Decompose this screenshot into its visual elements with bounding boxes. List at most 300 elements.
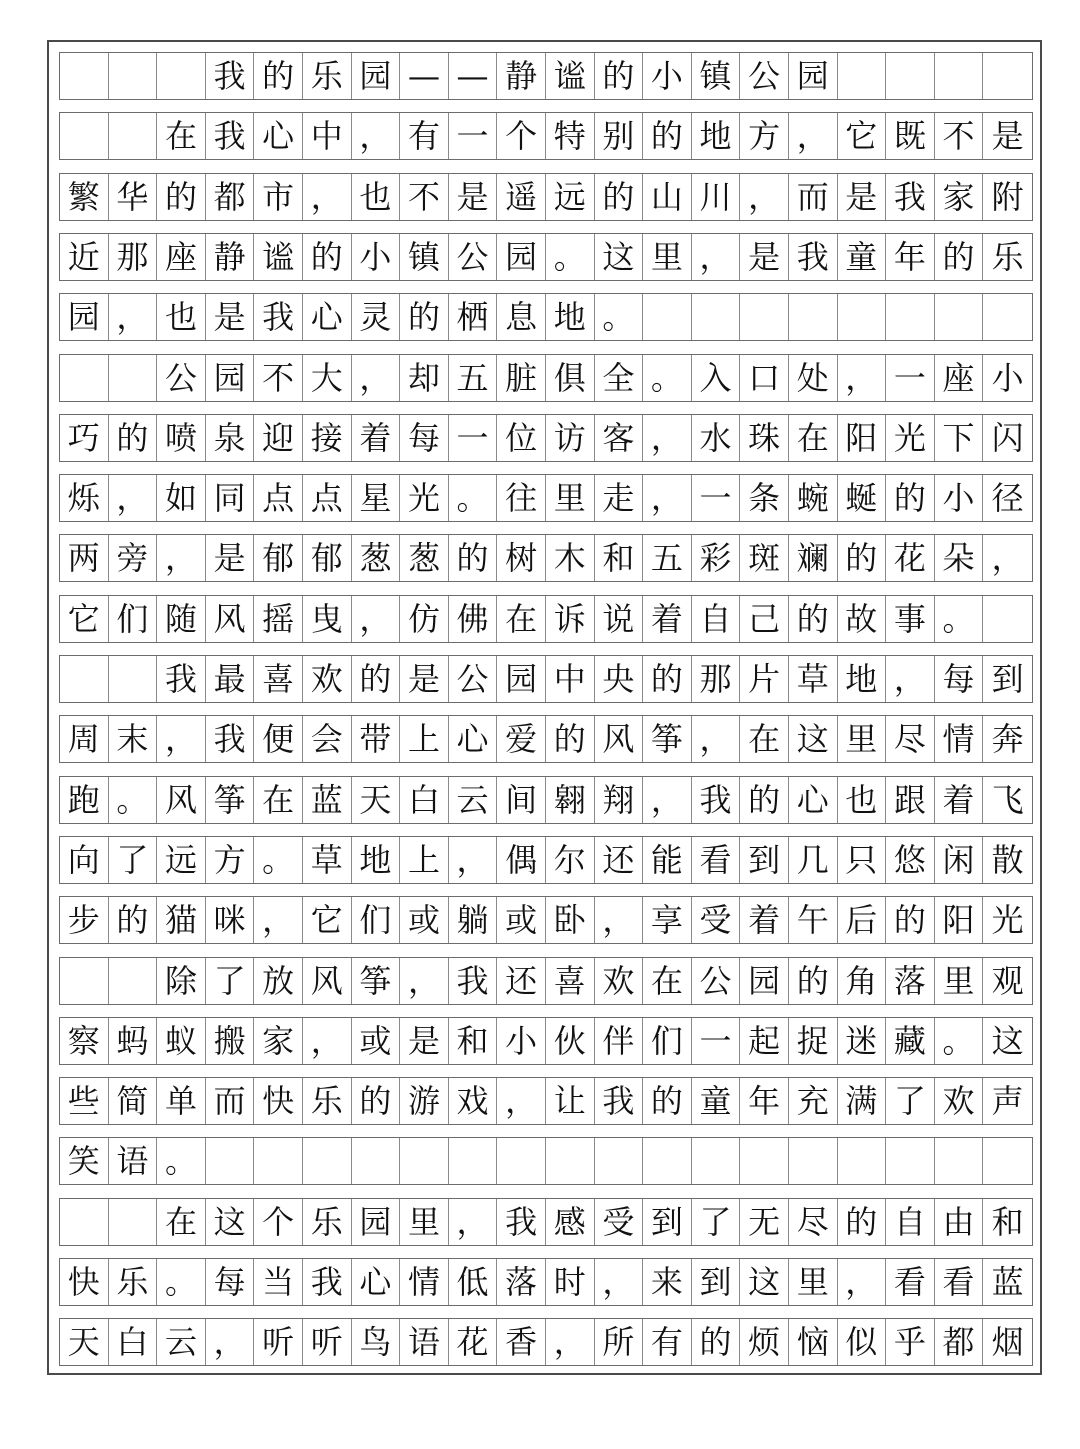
grid-cell: 们 [109, 596, 158, 642]
grid-cell: 风 [595, 716, 644, 762]
grid-cell: 栖 [449, 294, 498, 340]
grid-cell: 斓 [789, 535, 838, 581]
grid-cell: 是 [206, 294, 255, 340]
grid-cell: ， [352, 596, 401, 642]
grid-cell: 葱 [352, 535, 401, 581]
grid-cell: 。 [595, 294, 644, 340]
grid-cell: 己 [740, 596, 789, 642]
grid-cell: 我 [692, 777, 741, 823]
grid-cell: 喷 [157, 415, 206, 461]
grid-cell: — [449, 53, 498, 99]
grid-cell: 欢 [935, 1078, 984, 1124]
grid-cell: ， [643, 475, 692, 521]
grid-cell: 的 [643, 1078, 692, 1124]
grid-cell: 两 [60, 535, 109, 581]
grid-cell: 着 [740, 897, 789, 943]
grid-cell: 烦 [740, 1319, 789, 1365]
grid-cell: 会 [303, 716, 352, 762]
grid-cell: 方 [740, 113, 789, 159]
grid-cell: 曳 [303, 596, 352, 642]
grid-cell: 华 [109, 174, 158, 220]
grid-cell: 摇 [254, 596, 303, 642]
grid-cell [109, 1199, 158, 1245]
grid-cell: 星 [352, 475, 401, 521]
grid-cell: 每 [935, 656, 984, 702]
grid-cell: 我 [886, 174, 935, 220]
grid-cell: 到 [692, 1259, 741, 1305]
grid-cell: 走 [595, 475, 644, 521]
grid-cell: 单 [157, 1078, 206, 1124]
grid-cell: 的 [254, 53, 303, 99]
grid-cell: ， [303, 174, 352, 220]
grid-cell: 着 [643, 596, 692, 642]
grid-cell: 那 [692, 656, 741, 702]
grid-cell: 口 [740, 355, 789, 401]
grid-cell: 大 [303, 355, 352, 401]
grid-cell: 散 [991, 840, 1024, 879]
grid-cell: 到 [643, 1199, 692, 1245]
grid-cell: 起 [740, 1018, 789, 1064]
grid-cell [886, 294, 935, 340]
grid-cell: 小 [935, 475, 984, 521]
grid-cell: ， [157, 716, 206, 762]
grid-cell: 既 [886, 113, 935, 159]
grid-cell [546, 1138, 595, 1184]
grid-cell: 园 [352, 1199, 401, 1245]
grid-cell [886, 53, 935, 99]
grid-row [59, 896, 1033, 944]
grid-cell: 的 [789, 596, 838, 642]
grid-cell: 五 [449, 355, 498, 401]
grid-cell: ， [109, 294, 158, 340]
grid-cell: 无 [740, 1199, 789, 1245]
grid-cell: 搬 [206, 1018, 255, 1064]
grid-cell: 爱 [497, 716, 546, 762]
grid-cell: 风 [303, 958, 352, 1004]
grid-cell: 蚂 [109, 1018, 158, 1064]
grid-cell: 公 [449, 234, 498, 280]
grid-cell: ， [595, 1259, 644, 1305]
grid-cell: 着 [935, 777, 984, 823]
grid-cell: 放 [254, 958, 303, 1004]
grid-cell: 落 [886, 958, 935, 1004]
grid-cell: 受 [692, 897, 741, 943]
grid-cell: 园 [497, 234, 546, 280]
grid-cell: 客 [595, 415, 644, 461]
grid-cell: 事 [886, 596, 935, 642]
grid-cell: 座 [157, 234, 206, 280]
grid-cell: ， [595, 897, 644, 943]
grid-cell: 末 [109, 716, 158, 762]
grid-cell [838, 1138, 887, 1184]
grid-cell: 的 [740, 777, 789, 823]
grid-cell: 地 [352, 837, 401, 883]
grid-cell [449, 1138, 498, 1184]
grid-cell: 下 [935, 415, 984, 461]
grid-cell: 躺 [449, 897, 498, 943]
grid-cell: 园 [60, 294, 109, 340]
grid-row [59, 595, 1033, 643]
grid-cell [692, 1138, 741, 1184]
grid-row [59, 173, 1033, 221]
grid-cell: 伙 [546, 1018, 595, 1064]
grid-cell [60, 113, 109, 159]
grid-cell: 公 [692, 958, 741, 1004]
grid-cell: 看 [692, 837, 741, 883]
grid-cell: 心 [449, 716, 498, 762]
grid-cell: 同 [206, 475, 255, 521]
grid-cell: 朵 [935, 535, 984, 581]
grid-cell: ， [643, 415, 692, 461]
grid-cell: 喜 [254, 656, 303, 702]
grid-cell [789, 294, 838, 340]
grid-cell: 遥 [497, 174, 546, 220]
grid-cell: 跑 [60, 777, 109, 823]
grid-cell: ， [303, 1018, 352, 1064]
grid-cell: 上 [400, 837, 449, 883]
grid-cell: 奔 [991, 720, 1024, 759]
grid-cell [60, 355, 109, 401]
grid-cell: 心 [254, 113, 303, 159]
grid-cell: 在 [254, 777, 303, 823]
grid-cell: ， [449, 837, 498, 883]
grid-cell: 小 [497, 1018, 546, 1064]
grid-cell: 筝 [206, 777, 255, 823]
grid-cell [109, 958, 158, 1004]
grid-cell: 带 [352, 716, 401, 762]
grid-cell: 年 [886, 234, 935, 280]
grid-cell [60, 958, 109, 1004]
grid-cell: 享 [643, 897, 692, 943]
grid-cell: 阳 [838, 415, 887, 461]
grid-cell: 这 [991, 1021, 1024, 1060]
grid-cell: ， [838, 355, 887, 401]
grid-cell [109, 53, 158, 99]
grid-cell: 自 [692, 596, 741, 642]
grid-cell: 木 [546, 535, 595, 581]
grid-cell: — [400, 53, 449, 99]
grid-cell: 这 [206, 1199, 255, 1245]
grid-cell: ， [109, 475, 158, 521]
grid-cell: 卧 [546, 897, 595, 943]
grid-cell: 笑 [60, 1138, 109, 1184]
grid-cell: 的 [643, 656, 692, 702]
grid-cell: 当 [254, 1259, 303, 1305]
grid-cell: 烁 [60, 475, 109, 521]
grid-cell [109, 113, 158, 159]
grid-cell: 条 [740, 475, 789, 521]
grid-cell: 些 [60, 1078, 109, 1124]
grid-cell: 远 [157, 837, 206, 883]
grid-cell: 们 [643, 1018, 692, 1064]
grid-cell: 一 [692, 1018, 741, 1064]
grid-cell: 的 [886, 475, 935, 521]
grid-cell: 它 [60, 596, 109, 642]
grid-cell: 方 [206, 837, 255, 883]
grid-cell [109, 656, 158, 702]
grid-cell: 家 [254, 1018, 303, 1064]
grid-cell: 翔 [595, 777, 644, 823]
grid-cell: ， [886, 656, 935, 702]
grid-cell: 五 [643, 535, 692, 581]
grid-cell: 草 [303, 837, 352, 883]
grid-cell: ， [449, 1199, 498, 1245]
grid-row [59, 1137, 1033, 1185]
grid-cell: 看 [935, 1259, 984, 1305]
grid-cell: 藏 [886, 1018, 935, 1064]
grid-cell [303, 1138, 352, 1184]
grid-cell: 的 [838, 535, 887, 581]
grid-cell [935, 1138, 984, 1184]
grid-cell: 别 [595, 113, 644, 159]
grid-cell: 角 [838, 958, 887, 1004]
grid-cell: 的 [789, 958, 838, 1004]
grid-cell: 座 [935, 355, 984, 401]
grid-cell: 的 [595, 53, 644, 99]
grid-cell: 我 [303, 1259, 352, 1305]
grid-row [59, 354, 1033, 402]
grid-cell: 快 [60, 1259, 109, 1305]
grid-cell [740, 294, 789, 340]
grid-cell: 听 [254, 1319, 303, 1365]
grid-cell: 蚁 [157, 1018, 206, 1064]
grid-cell: 是 [206, 535, 255, 581]
grid-cell: 乐 [303, 53, 352, 99]
grid-cell: 后 [838, 897, 887, 943]
grid-cell: 我 [206, 716, 255, 762]
grid-cell: 所 [595, 1319, 644, 1365]
grid-cell: 园 [352, 53, 401, 99]
grid-cell [643, 1138, 692, 1184]
grid-cell: 郁 [254, 535, 303, 581]
grid-cell: 央 [595, 656, 644, 702]
grid-cell: 最 [206, 656, 255, 702]
grid-cell: 每 [206, 1259, 255, 1305]
grid-cell: 的 [109, 415, 158, 461]
grid-row [59, 52, 1033, 100]
grid-cell: 恼 [789, 1319, 838, 1365]
grid-cell: 我 [157, 656, 206, 702]
grid-cell: 了 [109, 837, 158, 883]
grid-cell: 不 [935, 113, 984, 159]
grid-cell: 这 [740, 1259, 789, 1305]
grid-cell: 我 [206, 113, 255, 159]
grid-cell: 的 [643, 113, 692, 159]
grid-cell: 斑 [740, 535, 789, 581]
grid-cell: 乐 [991, 237, 1024, 276]
grid-cell: 闪 [991, 418, 1024, 457]
grid-cell: 乎 [886, 1319, 935, 1365]
grid-cell: 阳 [935, 897, 984, 943]
grid-cell: 听 [303, 1319, 352, 1365]
grid-cell: 飞 [991, 780, 1024, 819]
grid-cell: ， [789, 113, 838, 159]
grid-cell: 情 [935, 716, 984, 762]
grid-row [59, 293, 1033, 341]
grid-cell: 便 [254, 716, 303, 762]
grid-cell: 里 [643, 234, 692, 280]
grid-cell: 天 [352, 777, 401, 823]
grid-cell: 语 [109, 1138, 158, 1184]
grid-cell: 还 [497, 958, 546, 1004]
grid-cell: 是 [740, 234, 789, 280]
grid-cell: 也 [157, 294, 206, 340]
grid-cell: ， [497, 1078, 546, 1124]
grid-cell: 只 [838, 837, 887, 883]
grid-cell: 也 [352, 174, 401, 220]
grid-cell: 也 [838, 777, 887, 823]
grid-cell: 似 [838, 1319, 887, 1365]
grid-cell: 市 [254, 174, 303, 220]
grid-cell [400, 1138, 449, 1184]
grid-cell: 能 [643, 837, 692, 883]
grid-cell [109, 355, 158, 401]
grid-cell: 佛 [449, 596, 498, 642]
grid-cell: 公 [449, 656, 498, 702]
grid-cell: 蓝 [303, 777, 352, 823]
grid-cell [935, 53, 984, 99]
grid-cell: 接 [303, 415, 352, 461]
grid-cell: 蜒 [838, 475, 887, 521]
grid-cell: 它 [303, 897, 352, 943]
grid-cell: ， [546, 1319, 595, 1365]
grid-cell: 繁 [60, 174, 109, 220]
grid-cell: 步 [60, 897, 109, 943]
grid-cell [352, 1138, 401, 1184]
grid-cell [983, 1138, 1032, 1184]
grid-cell: 白 [400, 777, 449, 823]
grid-cell: 地 [546, 294, 595, 340]
grid-cell [157, 53, 206, 99]
grid-cell: 游 [400, 1078, 449, 1124]
grid-cell: 让 [546, 1078, 595, 1124]
grid-cell: 径 [991, 479, 1024, 518]
grid-cell: 随 [157, 596, 206, 642]
grid-cell: 个 [254, 1199, 303, 1245]
grid-cell: 悠 [886, 837, 935, 883]
grid-cell: 花 [886, 535, 935, 581]
grid-cell: 周 [60, 716, 109, 762]
grid-cell: 或 [400, 897, 449, 943]
grid-cell: 我 [595, 1078, 644, 1124]
grid-cell: 有 [400, 113, 449, 159]
grid-cell: 喜 [546, 958, 595, 1004]
grid-cell: 诉 [546, 596, 595, 642]
grid-cell: 山 [643, 174, 692, 220]
grid-cell: ， [254, 897, 303, 943]
grid-cell: 的 [109, 897, 158, 943]
grid-cell: 在 [643, 958, 692, 1004]
grid-cell: 满 [838, 1078, 887, 1124]
grid-cell: 向 [60, 837, 109, 883]
grid-row [59, 655, 1033, 703]
grid-cell: 光 [991, 901, 1024, 940]
grid-cell [595, 1138, 644, 1184]
grid-cell: 里 [400, 1199, 449, 1245]
grid-cell: 是 [400, 656, 449, 702]
grid-cell: 葱 [400, 535, 449, 581]
grid-cell: 园 [740, 958, 789, 1004]
grid-cell: 处 [789, 355, 838, 401]
grid-cell: 公 [740, 53, 789, 99]
grid-cell: ， [157, 535, 206, 581]
grid-cell: 附 [991, 177, 1024, 216]
grid-cell: 了 [692, 1199, 741, 1245]
grid-cell: 和 [991, 1202, 1024, 1241]
grid-cell: 咪 [206, 897, 255, 943]
grid-cell: 还 [595, 837, 644, 883]
grid-cell [983, 53, 1032, 99]
grid-cell: 蓝 [991, 1263, 1024, 1301]
grid-cell: 近 [60, 234, 109, 280]
grid-cell: 是 [449, 174, 498, 220]
grid-cell: 乐 [303, 1199, 352, 1245]
grid-cell: 。 [935, 596, 984, 642]
grid-cell: 捉 [789, 1018, 838, 1064]
grid-cell: 的 [692, 1319, 741, 1365]
grid-row [59, 1318, 1033, 1366]
grid-row [59, 957, 1033, 1005]
grid-cell: 。 [157, 1259, 206, 1305]
grid-cell [692, 294, 741, 340]
grid-cell: 心 [352, 1259, 401, 1305]
grid-cell: 每 [400, 415, 449, 461]
grid-cell: 。 [546, 234, 595, 280]
grid-row [59, 233, 1033, 281]
grid-cell: 语 [400, 1319, 449, 1365]
grid-cell: 中 [303, 113, 352, 159]
grid-cell [60, 1199, 109, 1245]
grid-cell: 欢 [303, 656, 352, 702]
grid-row [59, 776, 1033, 824]
grid-cell [60, 53, 109, 99]
grid-cell: 。 [935, 1018, 984, 1064]
grid-cell: 静 [497, 53, 546, 99]
grid-cell: 泉 [206, 415, 255, 461]
grid-cell: ， [400, 958, 449, 1004]
grid-cell: 年 [740, 1078, 789, 1124]
grid-cell: 尔 [546, 837, 595, 883]
grid-cell: 巧 [60, 415, 109, 461]
grid-cell: 在 [157, 1199, 206, 1245]
grid-cell: 位 [497, 415, 546, 461]
grid-cell: 时 [546, 1259, 595, 1305]
grid-cell: 有 [643, 1319, 692, 1365]
grid-cell: 天 [60, 1319, 109, 1365]
grid-cell: 的 [352, 1078, 401, 1124]
grid-cell: 小 [991, 358, 1024, 397]
grid-cell: 访 [546, 415, 595, 461]
grid-cell: 点 [254, 475, 303, 521]
grid-cell: ， [838, 1259, 887, 1305]
grid-cell: ， [352, 113, 401, 159]
grid-cell: ， [991, 539, 1024, 578]
grid-cell [838, 53, 887, 99]
grid-cell: 落 [497, 1259, 546, 1305]
grid-cell: 低 [449, 1259, 498, 1305]
grid-cell: 我 [254, 294, 303, 340]
grid-cell: 跟 [886, 777, 935, 823]
grid-cell: 如 [157, 475, 206, 521]
grid-row [59, 836, 1033, 884]
grid-cell: 除 [157, 958, 206, 1004]
grid-cell: 这 [595, 234, 644, 280]
grid-cell: ， [692, 234, 741, 280]
grid-cell: 观 [991, 961, 1024, 1000]
grid-cell [789, 1138, 838, 1184]
grid-cell: 间 [497, 777, 546, 823]
grid-cell: 或 [497, 897, 546, 943]
